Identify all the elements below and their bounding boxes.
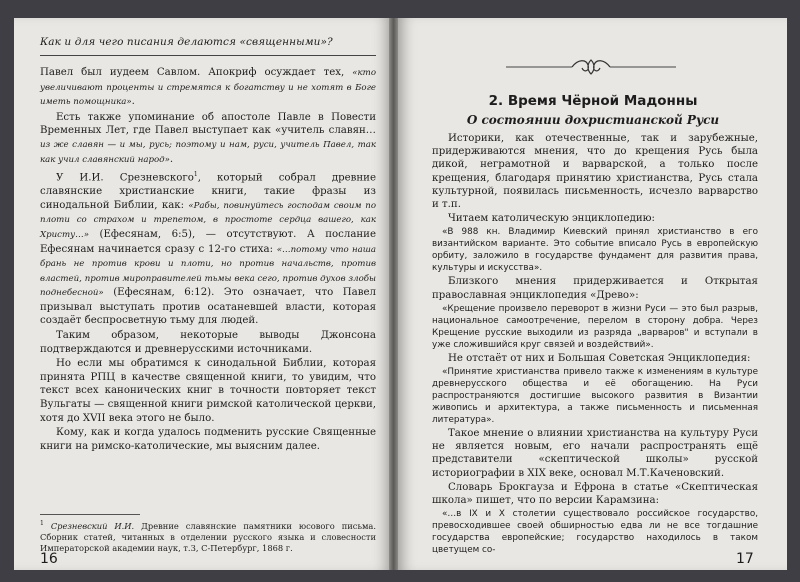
paragraph: Такое мнение о влиянии христианства на культуру Руси не является новым, его начали распространять ещё представители «скептической школы» русской историографии в XIX веке, основал М.Т.Каченовский. (432, 428, 758, 479)
paragraph: Не отстаёт от них и Большая Советская Энциклопедия: (448, 352, 751, 364)
right-body-text (432, 132, 758, 556)
inline-quote: из же славян — и мы, русь; поэтому и нам, руси, учитель Павел, так как учил славянский народ» (40, 139, 376, 165)
block-quote: «…в IX и X столетии существовало российское государство, превосходившее своей обширностью едва ли не все тогдашние государства европейские; государство находилось в таком цветущем со- (432, 509, 758, 556)
paragraph: Читаем католическую энциклопедию: (448, 213, 655, 225)
paragraph: Словарь Брокгауза и Ефрона в статье «Скептическая школа» пишет, что по версии Карамзина: (432, 481, 758, 507)
block-quote: «В 988 кн. Владимир Киевский принял христианство в его византийском варианте. Это событие вписало Русь в европейскую орбиту, заложило в государстве фундамент для развития права, культуры и искусства». (432, 227, 758, 274)
footnote (40, 518, 376, 554)
footnote-rule (40, 514, 140, 515)
left-body-text (40, 66, 376, 453)
block-quote: «Принятие христианства привело также к изменениям в культуре древнерусского общества и её обогащению. На Руси распространяются достигшие высокого развития в Византии живопись и архитектура, а также письменность и письменная литература». (432, 367, 758, 426)
book-gutter (389, 18, 398, 570)
paragraph (40, 168, 376, 328)
paragraph-text: . (169, 153, 174, 165)
paragraph (40, 426, 376, 453)
footnote-text: Древние славянские памятники юсового письма. Сборник статей, читанных в отделении русского языка и словесности Императорской академии наук, т.3, С-Петербург, 1868 г. (40, 520, 376, 553)
ornament-divider (506, 56, 676, 78)
paragraph-text: , который собрал древние славянские христианские книги, такие фразы из синодальной Библии, как: (40, 172, 376, 211)
header-rule (40, 55, 376, 56)
paragraph-text: . (131, 96, 135, 108)
paragraph (40, 111, 376, 167)
page-number-left: 16 (40, 551, 58, 567)
footnote-ref: 1 (193, 171, 198, 179)
paragraph: Близкого мнения придерживается и Открытая православная энциклопедия «Древо»: (432, 276, 758, 301)
paragraph-text: Таким образом, некоторые выводы Джонсона подтверждаются и древнерусскими источниками. (40, 330, 376, 355)
paragraph (40, 357, 376, 425)
paragraph-text: Павел был иудеем Савлом. Апокриф осуждает тех, (40, 67, 353, 78)
inline-quote: «кто увеличивают проценты и стремятся к богатству и не хотят в Боге иметь помощника» (40, 68, 376, 108)
page-number-right: 17 (736, 551, 754, 567)
paragraph (40, 66, 376, 110)
chapter-title: 2. Время Чёрной Мадонны (488, 93, 698, 109)
footnote-author: Срезневский И.И. (50, 520, 135, 531)
chapter-subtitle: О состоянии дохристианской Руси (466, 113, 720, 127)
paragraph: Историки, как отечественные, так и зарубежные, придерживаются мнения, что до крещения Русь была дикой, неграмотной и варварской, а только после крещения, благодаря принятию христианства, Русь стала культурной, появилась письменность, исчезло варварство и т.п. (432, 133, 758, 211)
paragraph-text: Есть также упоминание об апостоле Павле в Повести Временных Лет, где Павел выступает как «учитель славян… (40, 111, 376, 137)
paragraph-text: Но если мы обратимся к синодальной Библии, которая принята РПЦ в качестве священной книги, то увидим, что текст всех канонических книг в точности повторяет текст Вульгаты — священной книги римской католической церкви, хотя до XVII века этого не было. (40, 358, 376, 424)
left-page (14, 18, 389, 570)
paragraph-text: (Ефесянам, 6:5), — отсутствуют. А послание Ефесянам начинается сразу с 12-го стиха: (40, 228, 376, 255)
inline-quote: «…потому что наша брань не против крови и плоти, но против начальств, против властей, против мироправителей тьмы века сего, против духов злобы поднебесной» (40, 244, 376, 299)
paragraph (40, 329, 376, 356)
paragraph-text: (Ефесянам, 6:12). Это означает, что Павел призывал выступать против осатаневшей власти, которая создаёт беспросветную тьму для людей. (40, 287, 376, 327)
block-quote: «Крещение произвело переворот в жизни Руси — это был разрыв, национальное самоотречение, перелом в сторону добра. Через Крещение русские выходили из разряда „варваров" и вступали в уже сложившийся круг связей и воздействий». (432, 303, 758, 350)
footnote-marker: 1 (40, 520, 44, 527)
inline-quote: «Рабы, повинуйтесь господам своим по плоти со страхом и трепетом, в простоте сердца вашего, как Христу…» (40, 200, 377, 240)
paragraph-text: Кому, как и когда удалось подменить русские Священные книги на римско-католические, мы выясним далее. (40, 427, 376, 452)
paragraph-text: У И.И. Срезневского (56, 172, 194, 184)
right-page (398, 18, 787, 570)
running-head: Как и для чего писания делаются «священными»? (40, 36, 333, 48)
